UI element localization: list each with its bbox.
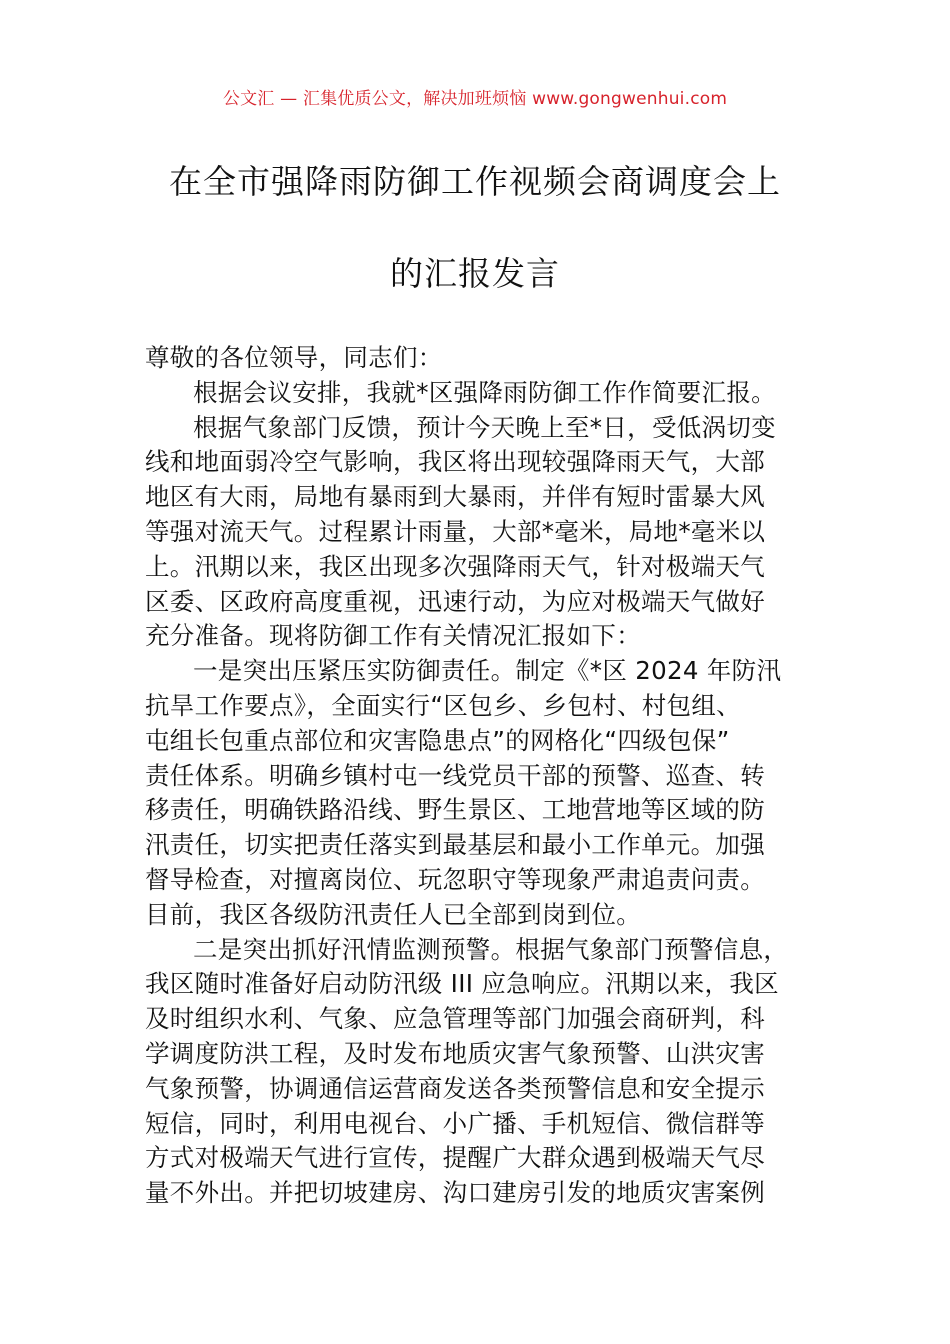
- paragraph-line: 学调度防洪工程，及时发布地质灾害气象预警、山洪灾害: [145, 1038, 765, 1068]
- paragraph-first-line: 一是突出压紧压实防御责任。制定《*区 2024 年防汛: [193, 656, 782, 686]
- paragraph-line: 屯组长包重点部位和灾害隐患点”的网格化“四级包保”: [145, 725, 730, 755]
- paragraph-line: 方式对极端天气进行宣传，提醒广大群众遇到极端天气尽: [145, 1143, 765, 1173]
- paragraph-line: 线和地面弱冷空气影响，我区将出现较强降雨天气，大部: [145, 447, 765, 477]
- paragraph-first-line: 根据气象部门反馈，预计今天晚上至*日，受低涡切变: [193, 412, 776, 442]
- paragraph-line: 及时组织水利、气象、应急管理等部门加强会商研判，科: [145, 1004, 765, 1034]
- paragraph-line: 上。汛期以来，我区出现多次强降雨天气，针对极端天气: [145, 551, 765, 581]
- paragraph-line: 区委、区政府高度重视，迅速行动，为应对极端天气做好: [145, 586, 765, 616]
- paragraph-line: 汛责任，切实把责任落实到最基层和最小工作单元。加强: [145, 830, 765, 860]
- paragraph-line: 督导检查，对擅离岗位、玩忽职守等现象严肃追责问责。: [145, 864, 765, 894]
- paragraph-line: 充分准备。现将防御工作有关情况汇报如下：: [145, 621, 641, 651]
- paragraph-line: 抗旱工作要点》，全面实行“区包乡、乡包村、村包组、: [145, 690, 741, 720]
- paragraph-line: 气象预警，协调通信运营商发送各类预警信息和安全提示: [145, 1073, 765, 1103]
- paragraph-line: 等强对流天气。过程累计雨量，大部*毫米，局地*毫米以: [145, 516, 766, 546]
- paragraph-line: 地区有大雨，局地有暴雨到大暴雨，并伴有短时雷暴大风: [145, 482, 765, 512]
- paragraph-line: 我区随时准备好启动防汛级 III 应急响应。汛期以来，我区: [145, 969, 779, 999]
- paragraph-line: 尊敬的各位领导，同志们：: [145, 343, 443, 372]
- document-body: [145, 341, 810, 1211]
- paragraph-line: 量不外出。并把切坡建房、沟口建房引发的地质灾害案例: [145, 1178, 765, 1208]
- paragraph-first-line: 根据会议安排，我就*区强降雨防御工作作简要汇报。: [193, 377, 776, 407]
- paragraph-line: 目前，我区各级防汛责任人已全部到岗到位。: [145, 899, 641, 929]
- paragraph-first-line: 二是突出抓好汛情监测预警。根据气象部门预警信息，: [193, 934, 789, 964]
- document-title-line-1: 在全市强降雨防御工作视频会商调度会上: [169, 162, 781, 201]
- paragraph-line: 短信，同时，利用电视台、小广播、手机短信、微信群等: [145, 1108, 765, 1138]
- paragraph-line: 移责任，明确铁路沿线、野生景区、工地营地等区域的防: [145, 795, 765, 825]
- paragraph-line: 责任体系。明确乡镇村屯一线党员干部的预警、巡查、转: [145, 760, 765, 790]
- document-title-line-2: 的汇报发言: [390, 254, 560, 293]
- site-watermark-header: 公文汇 — 汇集优质公文，解决加班烦恼 www.gongwenhui.com: [222, 89, 728, 109]
